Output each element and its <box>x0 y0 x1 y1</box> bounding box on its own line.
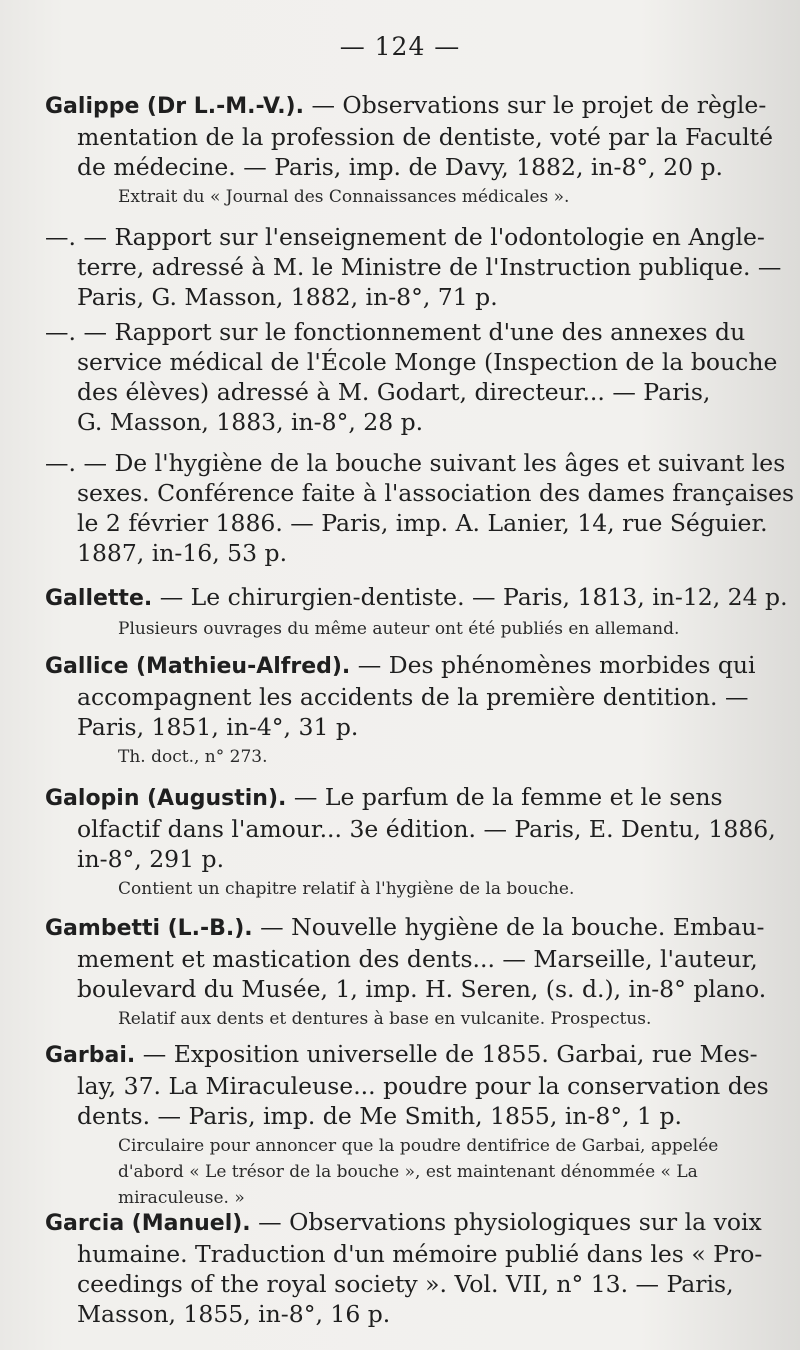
bibliography-entry <box>45 317 778 437</box>
bibliography-entry <box>45 912 767 1032</box>
entry-author: Garbai. <box>45 1043 136 1068</box>
entry-note: Extrait du « Journal des Connaissances médicales ». <box>118 187 570 207</box>
entry-text-line: — De l'hygiène de la bouche suivant les âges et suivant les <box>83 449 786 477</box>
entry-note: Plusieurs ouvrages du même auteur ont été publiés en allemand. <box>118 619 680 639</box>
entry-text-line: — Le parfum de la femme et le sens <box>293 783 723 811</box>
bibliography-entry <box>45 582 788 642</box>
entry-text-line: lay, 37. La Miraculeuse... poudre pour la conservation des <box>77 1072 769 1100</box>
bibliography-entry <box>45 1039 767 1211</box>
entry-text-line: dents. — Paris, imp. de Me Smith, 1855, in-8°, 1 p. <box>77 1102 682 1130</box>
entry-text-line: — Rapport sur le fonctionnement d'une des annexes du <box>83 318 746 346</box>
entry-text-line: terre, adressé à M. le Ministre de l'Instruction publique. — <box>77 253 782 281</box>
entry-text-line: de médecine. — Paris, imp. de Davy, 1882, in-8°, 20 p. <box>77 153 723 181</box>
entry-text-line: — Le chirurgien-dentiste. — Paris, 1813, in-12, 24 p. <box>159 583 788 611</box>
entry-text-line: Paris, 1851, in-4°, 31 p. <box>77 713 359 741</box>
entry-text-line: des élèves) adressé à M. Godart, directeur... — Paris, <box>77 378 711 406</box>
entry-text-line: in-8°, 291 p. <box>77 845 225 873</box>
entry-author: —. <box>45 449 76 477</box>
entry-text-line: — Observations physiologiques sur la voix <box>258 1208 762 1236</box>
entry-author-details: (Manuel). <box>131 1211 251 1236</box>
entry-text-line: — Des phénomènes morbides qui <box>357 651 756 679</box>
entry-text-line: — Rapport sur l'enseignement de l'odontologie en Angle- <box>83 223 765 251</box>
entry-author-details: (Dr L.-M.-V.). <box>146 94 304 119</box>
entry-text-line: mement et mastication des dents... — Marseille, l'auteur, <box>77 945 758 973</box>
entry-author: Gambetti <box>45 916 161 941</box>
page-number: — 124 — <box>339 32 461 61</box>
entry-text-line: humaine. Traduction d'un mémoire publié dans les « Pro- <box>77 1240 763 1268</box>
entry-text-line: — Exposition universelle de 1855. Garbai, rue Mes- <box>142 1040 758 1068</box>
entry-author: Gallice <box>45 654 129 679</box>
entry-text-line: 1887, in-16, 53 p. <box>77 539 288 567</box>
entry-author-details: (Augustin). <box>147 786 287 811</box>
entry-text-line: le 2 février 1886. — Paris, imp. A. Lanier, 14, rue Séguier. <box>77 509 768 537</box>
bibliography-entry <box>45 222 782 312</box>
entry-text-line: sexes. Conférence faite à l'association des dames françaises <box>77 479 795 507</box>
bibliography-entry <box>45 448 795 568</box>
entry-author: —. <box>45 223 76 251</box>
entry-note: Contient un chapitre relatif à l'hygiène de la bouche. <box>118 879 575 899</box>
entry-text-line: accompagnent les accidents de la première dentition. — <box>77 683 749 711</box>
entry-text-line: Paris, G. Masson, 1882, in-8°, 71 p. <box>77 283 498 311</box>
entry-author: Garcia <box>45 1211 125 1236</box>
entry-note <box>45 1133 767 1211</box>
entry-text-line: olfactif dans l'amour... 3e édition. — Paris, E. Dentu, 1886, <box>77 815 776 843</box>
entry-author-details: (Mathieu-Alfred). <box>135 654 351 679</box>
entry-note-line: d'abord « Le trésor de la bouche », est maintenant dénommée « La <box>118 1162 698 1182</box>
entry-text-line: — Nouvelle hygiène de la bouche. Embau- <box>260 913 765 941</box>
entry-note-line: Circulaire pour annoncer que la poudre dentifrice de Garbai, appelée <box>118 1136 719 1156</box>
bibliography-entry <box>45 1207 767 1329</box>
entry-author-details: (L.-B.). <box>167 916 253 941</box>
entry-author: Galippe <box>45 94 140 119</box>
entry-author: —. <box>45 318 76 346</box>
bibliography-entry <box>45 90 774 210</box>
entry-note: Th. doct., n° 273. <box>118 747 268 767</box>
entry-text-line: — Observations sur le projet de règle- <box>311 91 767 119</box>
bibliography-entry <box>45 650 767 770</box>
entry-text-line: boulevard du Musée, 1, imp. H. Seren, (s. d.), in-8° plano. <box>77 975 767 1003</box>
entry-author: Galopin <box>45 786 140 811</box>
entry-text-line: service médical de l'École Monge (Inspection de la bouche <box>77 348 778 376</box>
bibliography-entry <box>45 782 776 902</box>
entry-text-line: G. Masson, 1883, in-8°, 28 p. <box>77 408 424 436</box>
entry-author: Gallette. <box>45 586 153 611</box>
entry-text-line: Masson, 1855, in-8°, 16 p. <box>77 1300 391 1328</box>
entry-text-line: ceedings of the royal society ». Vol. VII, n° 13. — Paris, <box>77 1270 734 1298</box>
entry-text-line: mentation de la profession de dentiste, voté par la Faculté <box>77 123 774 151</box>
entry-note: Relatif aux dents et dentures à base en vulcanite. Prospectus. <box>118 1009 652 1029</box>
entry-note-line: miraculeuse. » <box>118 1188 245 1208</box>
